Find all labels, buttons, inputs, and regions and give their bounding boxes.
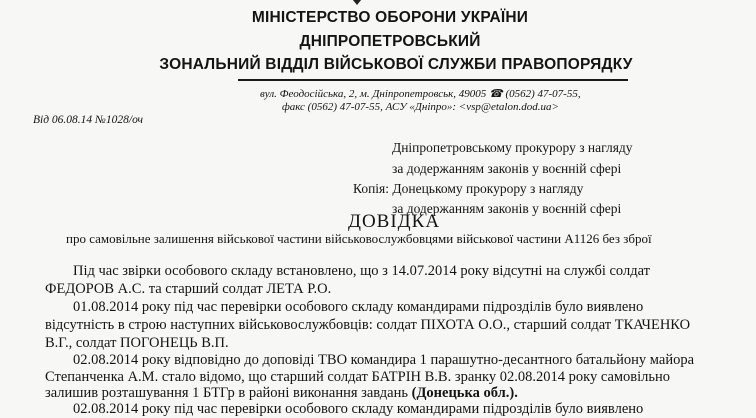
- address-line: вул. Феодосійська, 2, м. Дніпропетровськ, 49005 ☎ (0562) 47-07-55,: [260, 88, 581, 100]
- document-title: ДОВІДКА: [348, 211, 441, 232]
- contact-line: факс (0562) 47-07-55, АСУ «Дніпро»: <vsp@etalon.dod.ua>: [282, 101, 559, 113]
- header-divider: [238, 79, 628, 81]
- body-line: Під час звірки особового складу встановлено, що з 14.07.2014 року відсутні на службі солдат: [73, 263, 650, 279]
- body-line: 01.08.2014 року під час перевірки особового складу командирами підрозділів було виявлено: [73, 299, 644, 315]
- copy-recipient-line: Копія: Донецькому прокурору з нагляду: [353, 181, 584, 196]
- department-name: ЗОНАЛЬНИЙ ВІДДІЛ ВІЙСЬКОВОЇ СЛУЖБИ ПРАВОПОРЯДКУ: [159, 56, 633, 73]
- body-line: [45, 385, 685, 402]
- emblem-icon: [346, 0, 368, 6]
- ministry-title: МІНІСТЕРСТВО ОБОРОНИ УКРАЇНИ: [251, 9, 529, 26]
- body-line: Степанченка А.М. стало відомо, що старший солдат БАТРІН В.В. зранку 02.08.2014 року самовільно: [45, 369, 671, 385]
- body-line: 02.08.2014 року відповідно до доповіді ТВО командира 1 парашутно-десантного батальйону майора: [73, 352, 695, 368]
- copy-recipient-line: за додержанням законів у воєнній сфері: [392, 201, 622, 216]
- body-line: 02.08.2014 року під час перевірки особового складу командирами підрозділів було виявлено: [73, 401, 644, 417]
- department-city: ДНІПРОПЕТРОВСЬКИЙ: [299, 33, 481, 50]
- body-line: ФЕДОРОВ А.С. та старший солдат ЛЕТА Р.О.: [45, 281, 332, 297]
- recipient-line: за додержанням законів у воєнній сфері: [392, 161, 622, 176]
- recipient-line: Дніпропетровському прокурору з нагляду: [392, 140, 633, 155]
- body-line: відсутність в строю наступних військовослужбовців: солдат ПІХОТА О.О., старший солдат ТКАЧЕНКО: [45, 317, 691, 333]
- region-highlight: (Донецька обл.).: [411, 385, 518, 401]
- document-reference: Від 06.08.14 №1028/оч: [33, 114, 144, 126]
- body-line: В.Г., солдат ПОГОНЕЦЬ В.П.: [45, 335, 229, 351]
- body-text: залишив розташування 1 БТГр в районі виконання завдань: [45, 385, 408, 401]
- document-subtitle: про самовільне залишення військової частини військовослужбовцями військової частини А1126 без зброї: [66, 231, 652, 246]
